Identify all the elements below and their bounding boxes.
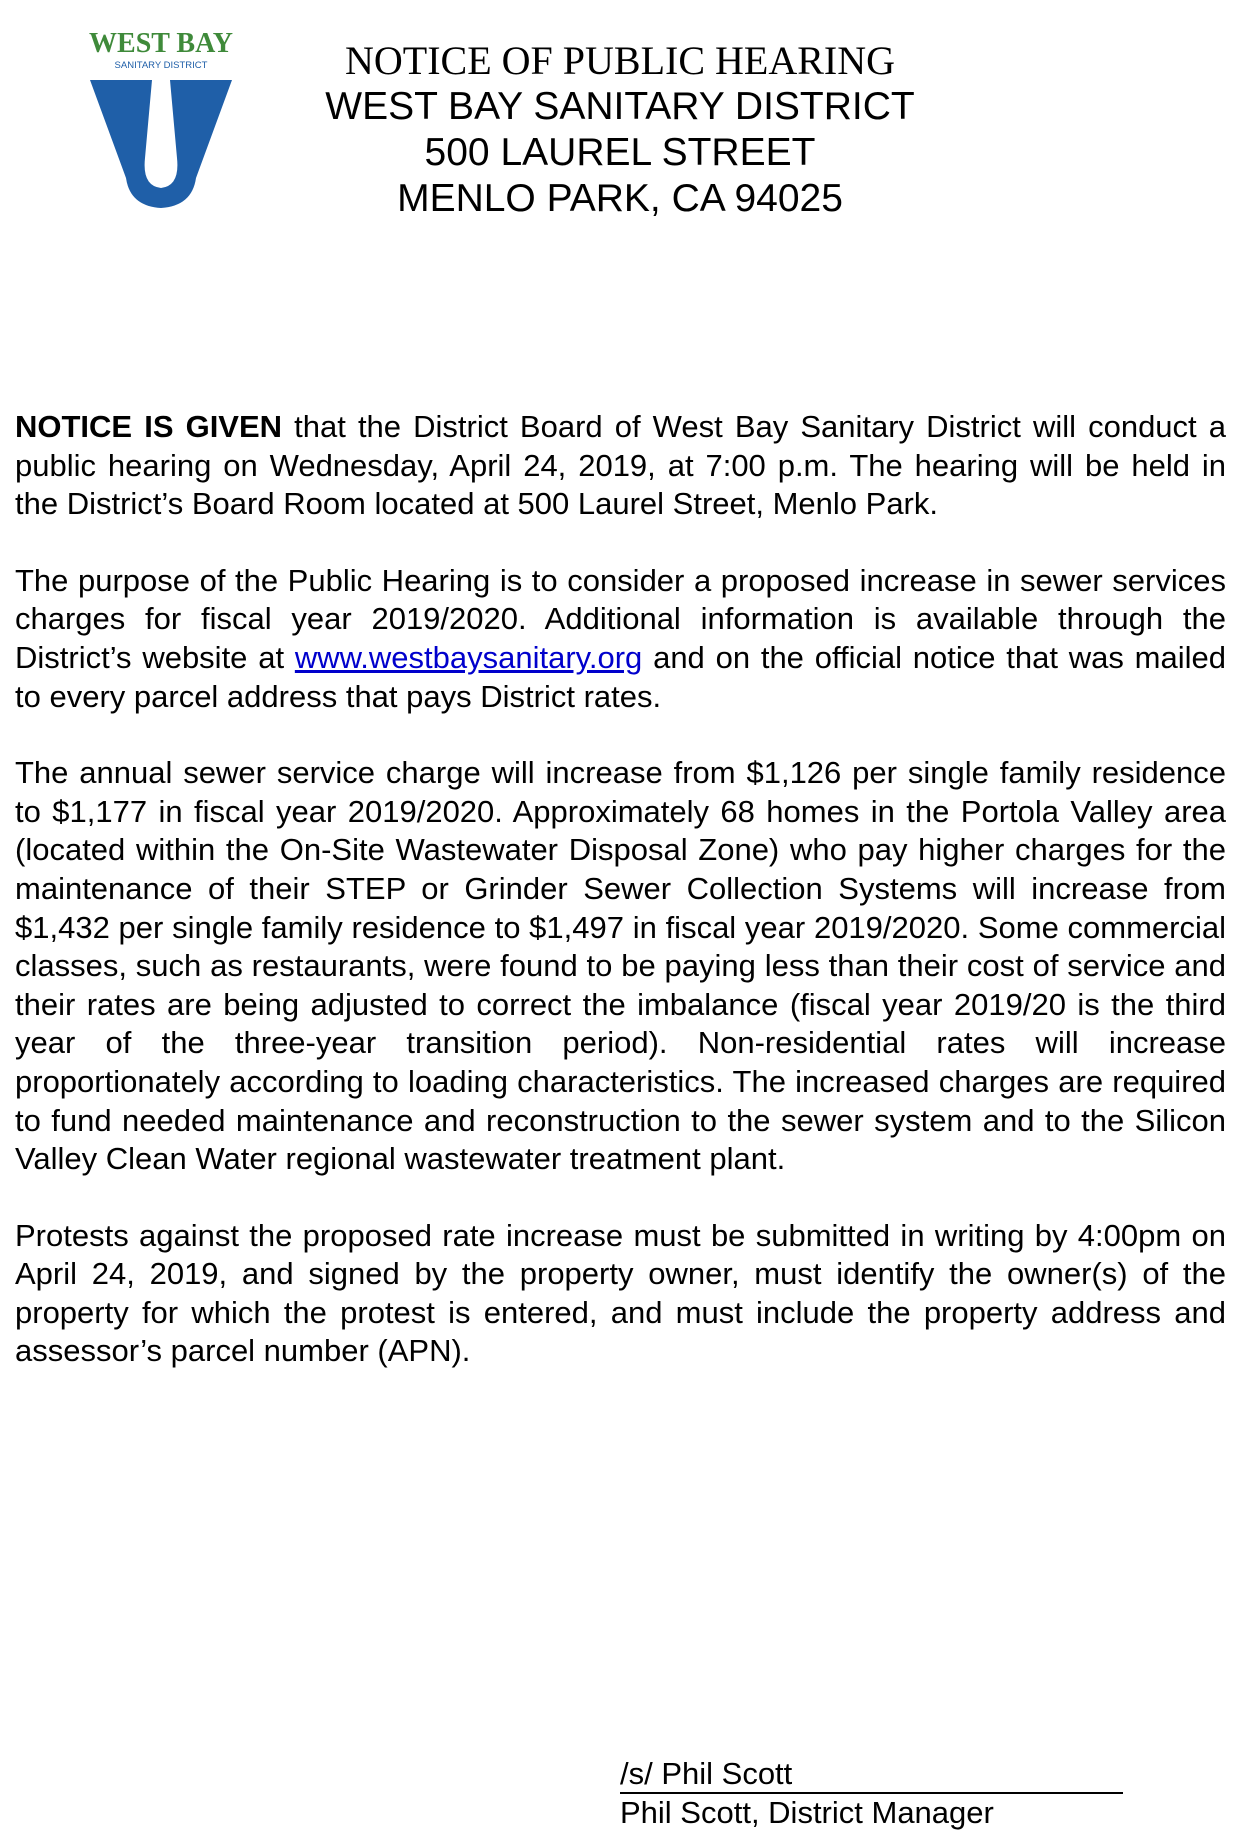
paragraph-purpose [15, 562, 1226, 716]
signature-title: Phil Scott, District Manager [620, 1795, 994, 1830]
water-drop-icon [78, 28, 244, 214]
district-logo [78, 28, 244, 214]
logo-subtitle: SANITARY DISTRICT [114, 60, 208, 71]
website-link[interactable]: www.westbaysanitary.org [294, 639, 643, 675]
street-address: 500 LAUREL STREET [424, 131, 816, 174]
purpose-text-before: The purpose of the Public Hearing is to consider a proposed increase in sewer services charges for fiscal year 2019/2020. Additional information is available through the District’s website at [15, 562, 1226, 675]
notice-text: that the District Board of West Bay Sanitary District will conduct a public hearing on Wednesday, April 24, 2019, at 7:00 p.m. The hearing will be held in the District’s Board Room located at 500 Laurel Street, Menlo Park. [15, 409, 1226, 522]
district-name: WEST BAY SANITARY DISTRICT [325, 85, 915, 128]
paragraph-protests: Protests against the proposed rate increase must be submitted in writing by 4:00pm on April 24, 2019, and signed by the property owner, must identify the owner(s) of the property for which the protest is entered, and must include the property address and assessor’s parcel number (APN). [15, 1217, 1226, 1369]
notice-lead: NOTICE IS GIVEN [15, 409, 283, 444]
notice-body [15, 408, 1226, 1409]
logo-name: WEST BAY [89, 28, 233, 59]
paragraph-notice [15, 408, 1226, 524]
signature-block [620, 1755, 1123, 1832]
notice-header [270, 38, 970, 222]
city-state-zip: MENLO PARK, CA 94025 [397, 177, 843, 220]
purpose-text-after: and on the official notice that was mailed to every parcel address that pays District rates. [15, 639, 1227, 714]
signature-line: /s/ Phil Scott [620, 1756, 1123, 1794]
paragraph-charges: The annual sewer service charge will increase from $1,126 per single family residence to $1,177 in fiscal year 2019/2020. Approximately 68 homes in the Portola Valley area (located within the On-Site Wastewater Disposal Zone) who pay higher charges for the maintenance of their STEP or Grinder Sewer Collection Systems will increase from $1,432 per single family residence to $1,497 in fiscal year 2019/2020. Some commercial classes, such as restaurants, were found to be paying less than their cost of service and their rates are being adjusted to correct the imbalance (fiscal year 2019/20 is the third year of the three-year transition period). Non-residential rates will increase proportionately according to loading characteristics. The increased charges are required to fund needed maintenance and reconstruction to the sewer system and to the Silicon Valley Clean Water regional wastewater treatment plant. [15, 755, 1226, 1177]
notice-title: NOTICE OF PUBLIC HEARING [345, 38, 895, 83]
